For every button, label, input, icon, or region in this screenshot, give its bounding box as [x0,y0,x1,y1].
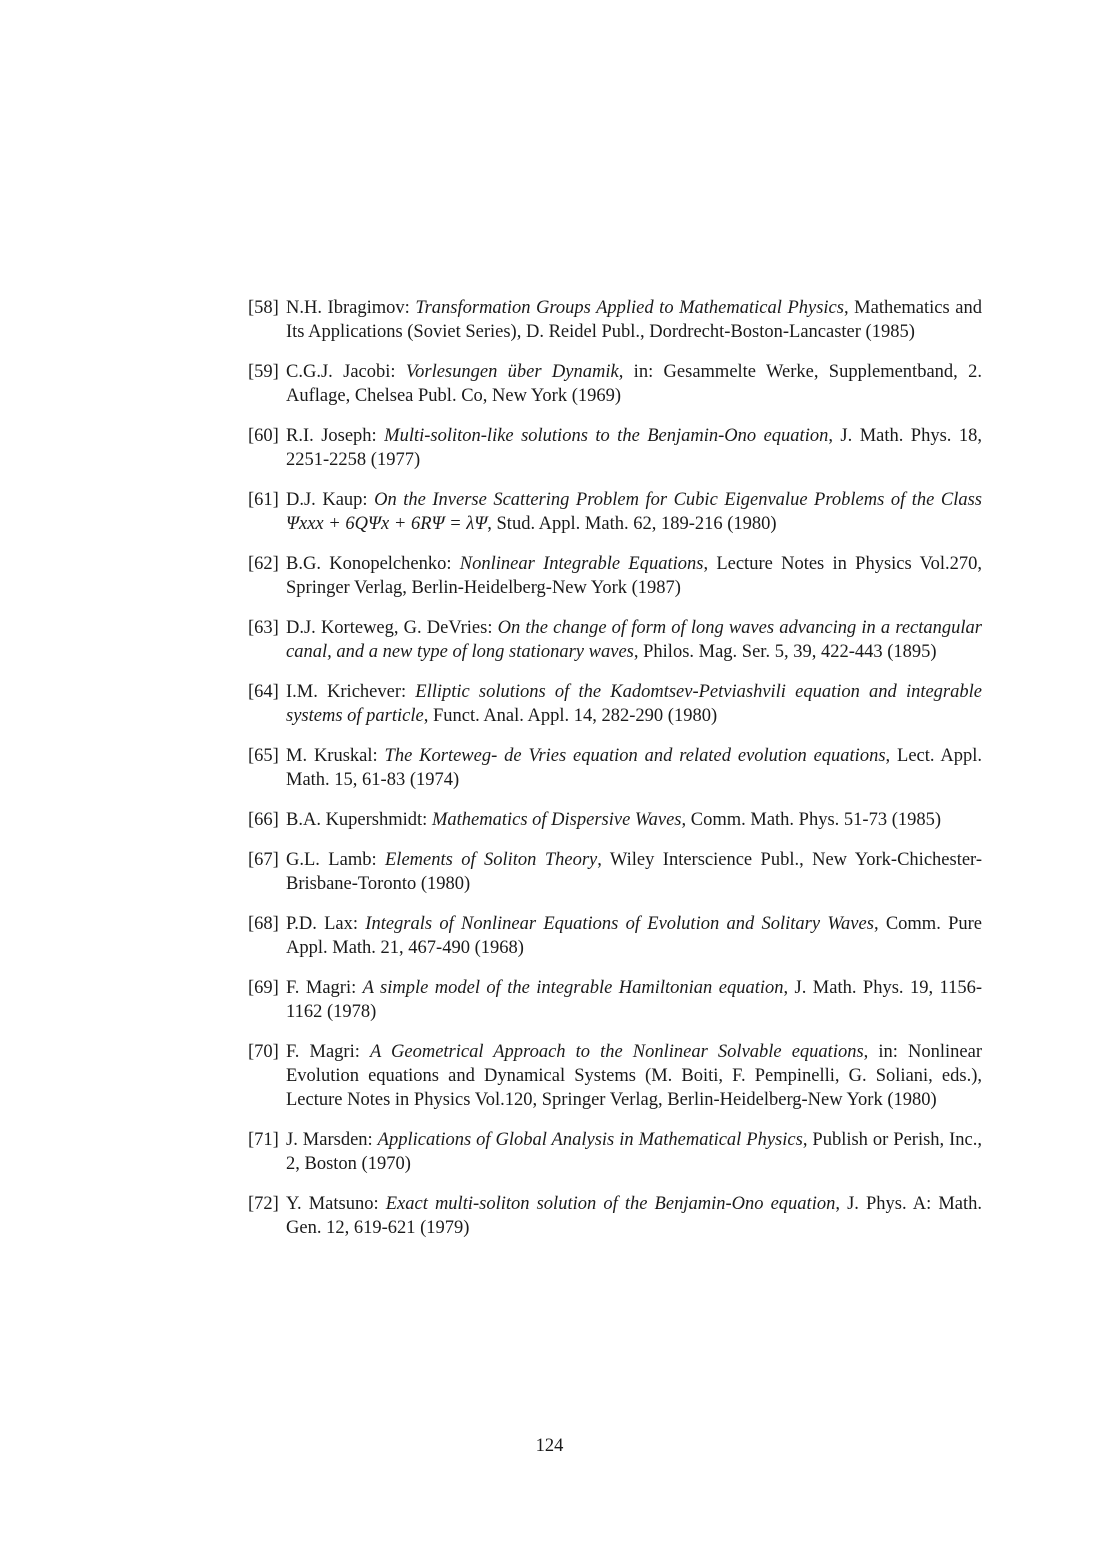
reference-details: , Wiley Interscience Publ., New York-Chichester-Brisbane-Toronto (1980) [286,850,982,894]
reference-details: , Funct. Anal. Appl. 14, 282-290 (1980) [423,706,718,726]
reference-item [248,488,982,536]
reference-author: F. Magri: [286,978,363,998]
reference-item [248,616,982,664]
reference-title: Multi-soliton-like solutions to the Benjamin-Ono equation [384,426,829,446]
reference-number: [66] [248,810,279,830]
reference-number: [59] [248,362,279,382]
reference-details: , Comm. Math. Phys. 51-73 (1985) [681,810,942,830]
reference-list [248,296,982,1256]
reference-item [248,680,982,728]
reference-details: , J. Math. Phys. 19, 1156-1162 (1978) [286,978,982,1022]
reference-author: D.J. Korteweg, G. DeVries: [286,618,498,638]
reference-item [248,360,982,408]
reference-author: Y. Matsuno: [286,1194,386,1214]
reference-number: [65] [248,746,279,766]
reference-number: [58] [248,298,279,318]
reference-item [248,744,982,792]
page-number: 124 [535,1436,564,1456]
reference-details: , Mathematics and Its Applications (Soviet Series), D. Reidel Publ., Dordrecht-Boston-Lancaster (1985) [286,298,982,342]
reference-author: B.G. Konopelchenko: [286,554,460,574]
reference-details: , Lecture Notes in Physics Vol.270, Springer Verlag, Berlin-Heidelberg-New York (1987) [286,554,983,598]
reference-title: Elliptic solutions of the Kadomtsev-Petviashvili equation and integrable systems of particle [286,682,982,726]
reference-author: B.A. Kupershmidt: [286,810,432,830]
reference-item [248,912,982,960]
reference-title: The Korteweg- de Vries equation and related evolution equations [384,746,886,766]
reference-item [248,848,982,896]
reference-details: , J. Math. Phys. 18, 2251-2258 (1977) [286,426,982,470]
reference-author: C.G.J. Jacobi: [286,362,406,382]
reference-details: , Comm. Pure Appl. Math. 21, 467-490 (1968) [286,914,983,958]
reference-number: [64] [248,682,279,702]
reference-author: R.I. Joseph: [286,426,385,446]
reference-details: , Publish or Perish, Inc., 2, Boston (1970) [286,1130,983,1174]
reference-number: [67] [248,850,279,870]
reference-item [248,1040,982,1112]
reference-details: , Stud. Appl. Math. 62, 189-216 (1980) [487,514,777,534]
reference-author: D.J. Kaup: [286,490,375,510]
reference-title: A Geometrical Approach to the Nonlinear Solvable equations [369,1042,864,1062]
reference-number: [61] [248,490,279,510]
reference-author: F. Magri: [286,1042,370,1062]
reference-title: Applications of Global Analysis in Mathematical Physics [377,1130,803,1150]
reference-details: , Philos. Mag. Ser. 5, 39, 422-443 (1895) [633,642,937,662]
reference-number: [60] [248,426,279,446]
reference-author: N.H. Ibragimov: [286,298,416,318]
reference-title: Exact multi-soliton solution of the Benjamin-Ono equation [385,1194,836,1214]
reference-title: On the Inverse Scattering Problem for Cubic Eigenvalue Problems of the Class Ψxxx + 6QΨx + 6RΨ = λΨ [286,490,982,534]
reference-number: [71] [248,1130,279,1150]
reference-number: [68] [248,914,279,934]
reference-author: P.D. Lax: [286,914,366,934]
reference-title: On the change of form of long waves advancing in a rectangular canal, and a new type of long stationary waves [286,618,982,662]
reference-author: I.M. Krichever: [286,682,416,702]
reference-item [248,424,982,472]
reference-item [248,1128,982,1176]
reference-item [248,808,982,832]
reference-item [248,1192,982,1240]
reference-number: [69] [248,978,279,998]
reference-title: Mathematics of Dispersive Waves [431,810,682,830]
reference-details: , in: Nonlinear Evolution equations and Dynamical Systems (M. Boiti, F. Pempinelli, G. Soliani, eds.), Lecture Notes in Physics Vol.120, Springer Verlag, Berlin-Heidelberg-New York (1980) [286,1042,982,1110]
reference-title: Vorlesungen über Dynamik [405,362,619,382]
reference-item [248,296,982,344]
reference-item [248,976,982,1024]
reference-author: J. Marsden: [286,1130,378,1150]
reference-number: [72] [248,1194,279,1214]
reference-number: [70] [248,1042,279,1062]
reference-details: , in: Gesammelte Werke, Supplementband, 2. Auflage, Chelsea Publ. Co, New York (1969) [286,362,982,406]
reference-item [248,552,982,600]
reference-details: , J. Phys. A: Math. Gen. 12, 619-621 (1979) [286,1194,983,1238]
reference-details: , Lect. Appl. Math. 15, 61-83 (1974) [286,746,982,790]
reference-title: A simple model of the integrable Hamiltonian equation [362,978,784,998]
reference-author: M. Kruskal: [286,746,385,766]
reference-number: [62] [248,554,279,574]
reference-title: Transformation Groups Applied to Mathematical Physics [415,298,844,318]
reference-title: Elements of Soliton Theory [385,850,598,870]
reference-author: G.L. Lamb: [286,850,385,870]
reference-title: Nonlinear Integrable Equations [459,554,704,574]
reference-title: Integrals of Nonlinear Equations of Evolution and Solitary Waves [365,914,874,934]
reference-number: [63] [248,618,279,638]
